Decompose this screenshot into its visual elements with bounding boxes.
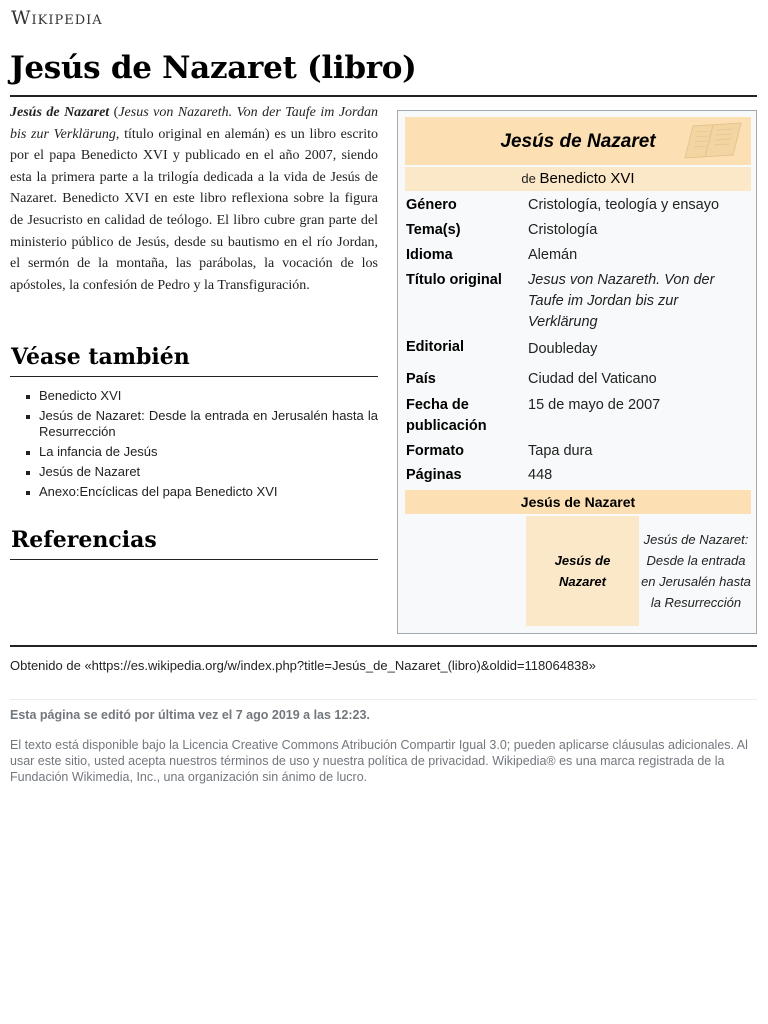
wikipedia-logo[interactable]: Wikipedia [11,7,103,29]
footer-light-divider [10,699,757,700]
lead-original-title: Jesus von Nazareth. Von der Taufe im Jordan bis zur Verklärung [10,105,378,142]
see-also-divider [10,376,378,377]
book-icon [679,120,747,162]
see-also-link-benedicto[interactable]: Benedicto XVI [22,388,378,404]
infobox-label: Editorial [406,339,465,355]
references-divider [10,559,378,560]
see-also-list [22,388,378,504]
infobox-series-current: Jesús de Nazaret [526,516,639,626]
infobox-series-heading: Jesús de Nazaret [405,490,751,514]
infobox-author-link[interactable]: Benedicto XVI [539,170,635,187]
infobox-value: Tapa dura [528,443,593,459]
infobox [397,110,757,634]
infobox-header [405,117,751,165]
retrieved-from[interactable]: Obtenido de «https://es.wikipedia.org/w/index.php?title=Jesús_de_Nazaret_(libro)&oldid=118064838» [10,658,596,673]
infobox-label: Tema(s) [406,222,461,238]
infobox-label: Formato [406,443,464,459]
lead-text: , título original en alemán) es un libro escrito por el papa Benedicto XVI y publicado en el año 2007, siendo esta la primera parte a la trilogía dedicada a la vida de Jesús de Nazaret. Benedicto XVI en este libro reflexiona sobre la figura de Jesucristo en calidad de teólogo. El libro cubre gran parte del ministerio público de Jesús, desde su bautismo en el río Jordan, el sermón de la montaña, las parábolas, la vocación de los apóstoles, la confesión de Pedro y la Transfiguración. [10,126,379,293]
see-also-link-enciclicas[interactable]: Anexo:Encíclicas del papa Benedicto XVI [22,484,378,500]
references-heading: Referencias [11,527,157,553]
see-also-link-infancia[interactable]: La infancia de Jesús [22,444,378,460]
page-title: Jesús de Nazaret (libro) [10,50,417,86]
infobox-title: Jesús de Nazaret [500,131,656,152]
see-also-link-jerusalen[interactable]: Jesús de Nazaret: Desde la entrada en Jerusalén hasta la Resurrección [22,408,378,440]
footer-divider [10,645,757,647]
infobox-value[interactable]: Alemán [528,247,578,263]
infobox-value[interactable]: Cristología [528,222,598,238]
see-also-link-jesus[interactable]: Jesús de Nazaret [22,464,378,480]
see-also-heading: Véase también [11,344,190,370]
title-divider [10,95,757,97]
infobox-value[interactable]: Cristología, teología y ensayo [528,197,720,213]
infobox-value: Jesus von Nazareth. Von der Taufe im Jordan bis zur Verklärung [528,272,715,330]
infobox-label: Fecha de publicación [406,397,487,434]
infobox-value: 15 de mayo de 2007 [528,397,661,413]
infobox-label: Páginas [406,467,462,483]
infobox-label: Idioma [406,247,453,263]
infobox-author: de Benedicto XVI [405,167,751,191]
infobox-value[interactable]: Ciudad del Vaticano [528,371,657,387]
infobox-value[interactable]: Doubleday [528,341,598,357]
license-notice: El texto está disponible bajo la Licencia Creative Commons Atribución Compartir Igual 3.0; pueden aplicarse cláusulas adicionales. Al usar este sitio, usted acepta nuestros términos de uso y nuestra política de privacidad. Wikipedia® es una marca registrada de la Fundación Wikimedia, Inc., una organización sin ánimo de lucro. [10,738,748,784]
lead-subject: Jesús de Nazaret [10,105,110,120]
infobox-series-next-link[interactable]: Jesús de Nazaret: Desde la entrada en Jerusalén hasta la Resurrección [641,532,751,610]
infobox-label: Título original [406,272,502,288]
last-edited-notice: Esta página se editó por última vez el 7 ago 2019 a las 12:23. [10,708,370,722]
lead-paragraph: Jesús de Nazaret (Jesus von Nazareth. Von der Taufe im Jordan bis zur Verklärung, título original en alemán) es un libro escrito por el papa Benedicto XVI y publicado en el año 2007, siendo esta la primera parte a la trilogía dedicada a la vida de Jesús de Nazaret. Benedicto XVI en este libro reflexiona sobre la figura de Jesucristo en calidad de teólogo. El libro cubre gran parte del ministerio público de Jesús, desde su bautismo en el río Jordan, el sermón de la montaña, las parábolas, la vocación de los apóstoles, la confesión de Pedro y la Transfiguración. [10,105,379,293]
infobox-value: 448 [528,467,553,483]
infobox-label: País [406,371,436,387]
infobox-label: Género [406,197,457,213]
